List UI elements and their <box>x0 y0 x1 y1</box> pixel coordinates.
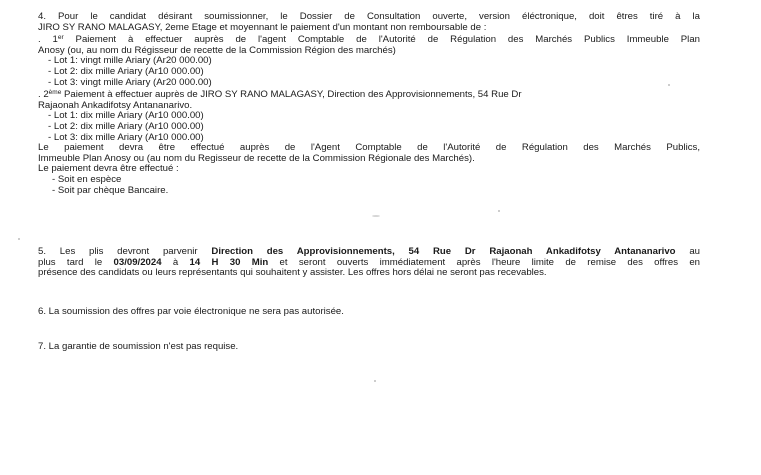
section-5-line-2-mid: à <box>161 256 190 268</box>
scan-speck <box>372 215 380 217</box>
section-4-intro-line-2: JIRO SY RANO MALAGASY, 2eme Etage et moyennant le paiement d'un montant non remboursable de : <box>38 21 487 33</box>
payment-2-prefix: . 2 <box>38 89 49 101</box>
scan-speck <box>668 84 670 86</box>
payment-2-line-1-text: Paiement à effectuer auprès de JIRO SY RANO MALAGASY, Direction des Approvisionnements, 54 Rue Dr <box>61 89 522 101</box>
section-5-line-1-end: au <box>675 246 700 257</box>
payment-method-cheque: - Soit par chèque Bancaire. <box>52 184 169 196</box>
payment-2-superscript: ème <box>48 89 62 97</box>
deadline-time: 14 H 30 Min <box>189 256 269 268</box>
section-6-text: 6. La soumission des offres par voie électronique ne sera pas autorisée. <box>38 306 344 317</box>
section-7-text: 7. La garantie de soumission n'est pas requise. <box>38 341 239 352</box>
payment-note-line-2: Immeuble Plan Anosy ou (au nom du Regisseur de recette de la Commission Régionale des Marchés). <box>38 152 475 164</box>
section-5 <box>38 247 700 279</box>
section-5-line-2-end: et seront ouverts immédiatement après l'heure limite de remise des offres en <box>268 256 700 268</box>
section-5-line-1-start: 5. Les plis devront parvenir <box>38 246 212 257</box>
section-6 <box>38 307 700 318</box>
payment-1-lot-2: - Lot 2: dix mille Ariary (Ar10 000.00) <box>48 65 204 77</box>
payment-1-superscript: er <box>57 34 64 42</box>
delivery-address: Direction des Approvisionnements, 54 Rue Dr Rajaonah Ankadifotsy Antananarivo <box>211 246 676 257</box>
payment-method-cash: - Soit en espèce <box>52 173 122 185</box>
payment-2-line-2: Rajaonah Ankadifotsy Antananarivo. <box>38 99 193 111</box>
scan-speck <box>374 380 376 382</box>
scan-speck <box>498 210 500 212</box>
payment-1-line-1-text: Paiement à effectuer auprès de l'agent Comptable de l'Autorité de Régulation des Marchés Publics Immeuble Plan <box>63 34 700 46</box>
payment-2-line-1 <box>38 88 700 101</box>
section-5-line-2-start: plus tard le <box>38 256 114 268</box>
payment-2-lot-2: - Lot 2: dix mille Ariary (Ar10 000.00) <box>48 120 204 132</box>
payment-2-lot-1: - Lot 1: dix mille Ariary (Ar10 000.00) <box>48 110 204 122</box>
payment-note-line-1: Le paiement devra être effectué auprès de l'Agent Comptable de l'Autorité de Régulation des Marchés Publics, <box>38 142 700 154</box>
payment-1-lot-3: - Lot 3: vingt mille Ariary (Ar20 000.00) <box>48 76 212 88</box>
section-4-intro-line-1: 4. Pour le candidat désirant soumissionner, le Dossier de Consultation ouverte, version éléctronique, doit êtres tiré à la <box>38 11 700 22</box>
payment-methods-title: Le paiement devra être effectué : <box>38 163 179 175</box>
payment-1-line-1 <box>38 33 700 46</box>
section-4 <box>38 12 700 196</box>
scan-speck <box>18 238 20 240</box>
payment-1-line-2: Anosy (ou, au nom du Régisseur de recette de la Commission Région des marchés) <box>38 44 396 56</box>
payment-2-lot-3: - Lot 3: dix mille Ariary (Ar10 000.00) <box>48 131 204 143</box>
payment-1-lot-1: - Lot 1: vingt mille Ariary (Ar20 000.00) <box>48 55 212 67</box>
payment-1-prefix: . 1 <box>38 34 58 46</box>
deadline-date: 03/09/2024 <box>113 256 162 268</box>
section-7 <box>38 342 700 353</box>
section-5-line-3: présence des candidats ou leurs représentants qui souhaitent y assister. Les offres hors délai ne seront pas recevables. <box>38 267 547 279</box>
